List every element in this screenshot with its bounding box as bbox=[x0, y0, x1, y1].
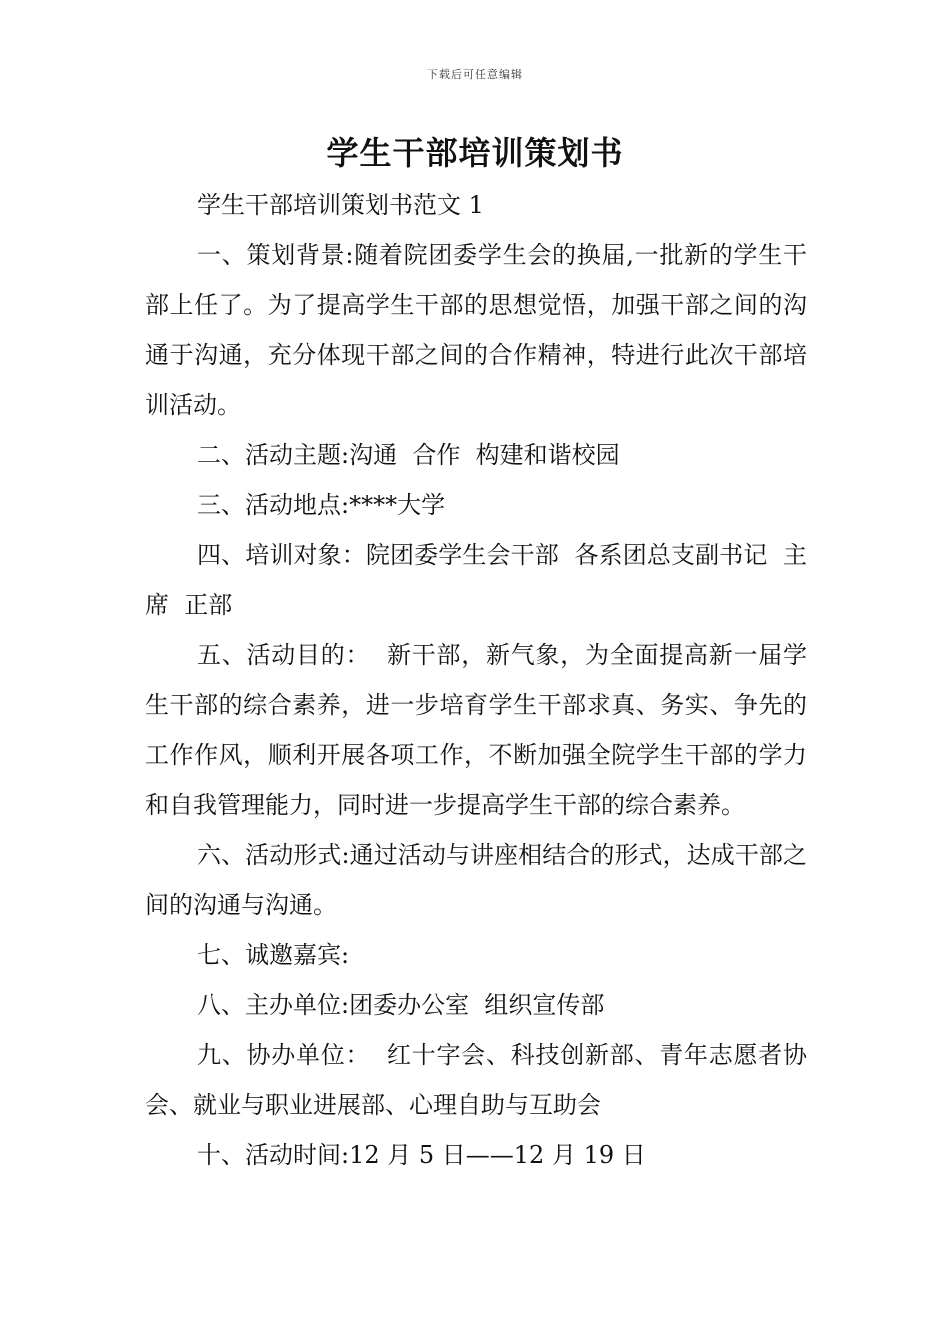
paragraph-audience: 四、培训对象：院团委学生会干部 各系团总支副书记 主席 正部 bbox=[145, 541, 807, 619]
header-note: 下载后可任意编辑 bbox=[427, 68, 523, 81]
paragraph-time: 十、活动时间:12 月 5 日——12 月 19 日 bbox=[197, 1141, 646, 1169]
paragraph-co-organizer: 九、协办单位： 红十字会、科技创新部、青年志愿者协会、就业与职业进展部、心理自助与互助会 bbox=[145, 1041, 807, 1119]
paragraph-purpose: 五、活动目的： 新干部，新气象，为全面提高新一届学生干部的综合素养，进一步培育学生干部求真、务实、争先的工作作风，顺利开展各项工作，不断加强全院学生干部的学力和自我管理能力，同时进一步提高学生干部的综合素养。 bbox=[145, 641, 807, 819]
paragraph-theme: 二、活动主题:沟通 合作 构建和谐校园 bbox=[197, 441, 620, 469]
paragraph-organizer: 八、主办单位:团委办公室 组织宣传部 bbox=[197, 991, 605, 1019]
paragraph-subtitle: 学生干部培训策划书范文 1 bbox=[197, 191, 484, 219]
paragraph-guests: 七、诚邀嘉宾: bbox=[197, 941, 350, 969]
document-body bbox=[145, 180, 807, 1180]
paragraph-format: 六、活动形式:通过活动与讲座相结合的形式，达成干部之间的沟通与沟通。 bbox=[145, 841, 807, 919]
document-title: 学生干部培训策划书 bbox=[326, 134, 624, 172]
paragraph-background: 一、策划背景:随着院团委学生会的换届,一批新的学生干部上任了。为了提高学生干部的思想觉悟，加强干部之间的沟通于沟通，充分体现干部之间的合作精神，特进行此次干部培训活动。 bbox=[145, 241, 807, 419]
paragraph-location: 三、活动地点:****大学 bbox=[197, 491, 446, 519]
